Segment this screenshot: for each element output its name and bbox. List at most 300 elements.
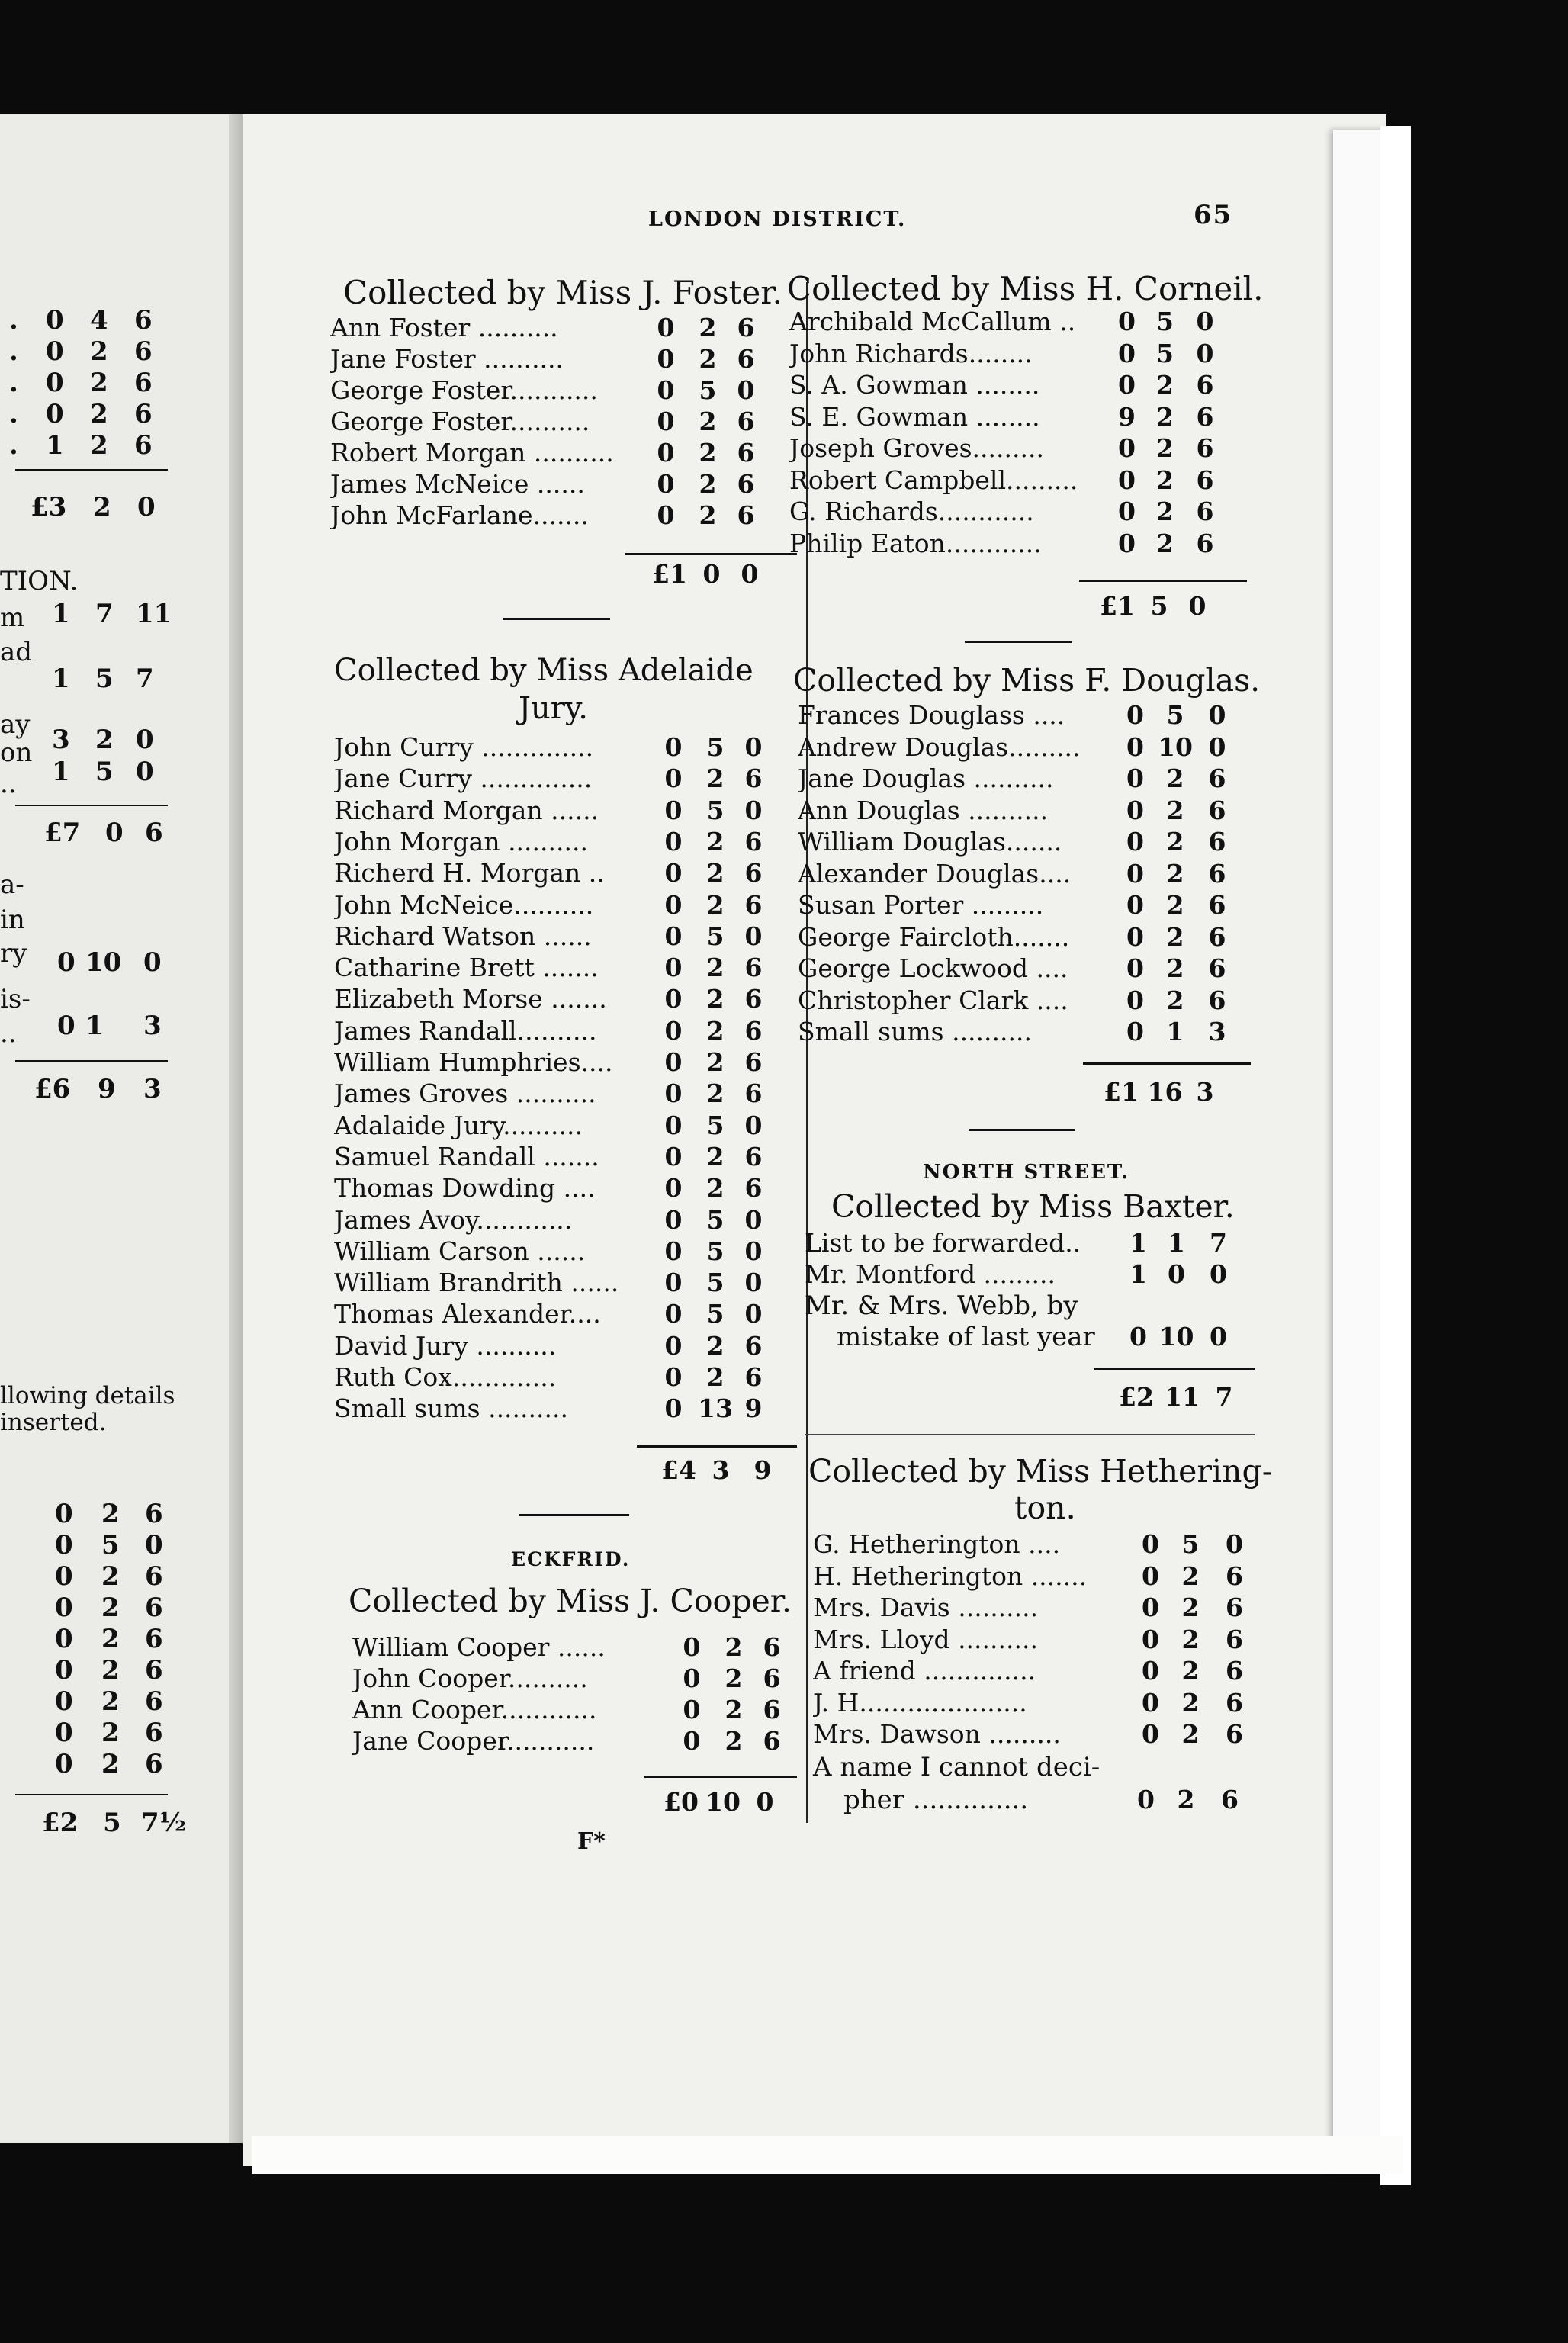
entry-name: Robert Campbell......... [789, 464, 1078, 495]
amount-s: 2 [1181, 1560, 1200, 1591]
webb-amount [1121, 1322, 1239, 1352]
amount-d: 6 [1208, 890, 1226, 920]
entry-name: Archibald McCallum .. [789, 307, 1076, 336]
left-mid-d: 0 [136, 757, 154, 787]
left-mid-l: 1 [52, 757, 70, 787]
left-total-s: 2 [93, 492, 111, 522]
entry-name: John Richards........ [789, 338, 1033, 368]
amount-s: 2 [725, 1726, 743, 1756]
entry-name: G. Richards............ [789, 497, 1034, 526]
amount-l: 0 [1142, 1719, 1159, 1749]
amount-s: 5 [699, 375, 717, 405]
left-bottom-l: 0 [55, 1530, 73, 1560]
amount-l: 0 [683, 1663, 701, 1693]
amount-s: 2 [706, 826, 725, 857]
amount-l: 0 [683, 1726, 701, 1756]
amount-s: 2 [699, 313, 717, 342]
amount-l: 0 [664, 732, 683, 762]
left-mid-s: 2 [95, 725, 114, 755]
eckfrid-row [352, 1632, 787, 1663]
douglas-row [798, 890, 1236, 921]
amount-d: 0 [1196, 307, 1214, 336]
entry-name: Susan Porter ......... [798, 890, 1044, 920]
amount-d: 6 [1208, 858, 1226, 889]
amount-d: 6 [744, 1078, 763, 1109]
entry-name: Richerd H. Morgan .. [334, 858, 605, 889]
page-edge-outer [1380, 126, 1411, 2185]
jury-row [334, 1393, 769, 1424]
foster-row [330, 469, 761, 500]
entry-name: George Lockwood .... [798, 953, 1068, 983]
amount-d: 6 [744, 1173, 763, 1204]
amount-d: 6 [1226, 1593, 1243, 1622]
amount-s: 5 [706, 1204, 725, 1235]
amount-s: 10 [1158, 731, 1193, 762]
amount-l: 0 [664, 1015, 683, 1046]
amount-s: 2 [1166, 985, 1184, 1015]
entry-name: S. E. Gowman ........ [789, 401, 1040, 432]
left-rule-1 [15, 469, 168, 471]
corneil-separator [965, 641, 1072, 643]
left-mid-s: 5 [95, 757, 114, 787]
amount-s: 2 [725, 1695, 743, 1724]
hetherington-heading-1: Collected by Miss Hethering- [808, 1453, 1273, 1490]
amount-l: 0 [1118, 433, 1136, 463]
amount-l: 0 [1126, 890, 1144, 920]
amount-l: 0 [664, 1330, 683, 1361]
amount-s: 2 [1181, 1593, 1200, 1622]
left-bottom-d: 6 [145, 1718, 163, 1748]
left-bottom-total-l: £2 [42, 1808, 79, 1838]
amount-s: 5 [706, 1299, 725, 1329]
douglas-row [798, 922, 1236, 953]
left-rule-4 [15, 1794, 168, 1795]
amount-l: 0 [1126, 858, 1144, 889]
hetherington-heading-2: ton. [1014, 1490, 1076, 1526]
amount-d: 6 [744, 826, 763, 857]
eckfrid-total [662, 1787, 784, 1818]
amount-d: 6 [1196, 497, 1214, 526]
amount-s: 5 [706, 732, 725, 762]
amount-d: 6 [744, 1141, 763, 1172]
left-bottom-s: 2 [101, 1561, 120, 1592]
left-bottom-s: 2 [101, 1686, 120, 1717]
entry-name: Ruth Cox............. [334, 1362, 557, 1392]
amount-s: 2 [706, 858, 725, 889]
amount-d: 6 [744, 858, 763, 889]
left-total-l: £3 [31, 492, 67, 522]
entry-name: List to be forwarded.. [805, 1228, 1081, 1258]
amount-d: 6 [1196, 528, 1214, 558]
amount-d: 6 [1196, 401, 1214, 432]
amount-d: 6 [744, 1015, 763, 1046]
left-dot: . [9, 368, 18, 398]
amount-d: 3 [1208, 1017, 1226, 1046]
left-fragment: ry [0, 938, 27, 969]
amount-d: 0 [1210, 1259, 1227, 1289]
foster-row [330, 313, 761, 343]
left-bottom-d: 6 [145, 1686, 163, 1717]
amount-s: 2 [706, 1047, 725, 1077]
total-d: 0 [1188, 591, 1207, 621]
douglas-row [798, 859, 1236, 889]
amount-d: 0 [744, 1204, 763, 1235]
entry-name: James McNeice ...... [330, 469, 585, 499]
jury-row [334, 921, 769, 952]
left-dot: . [9, 399, 18, 429]
total-s: 10 [705, 1787, 741, 1817]
amount-l: 0 [664, 1268, 683, 1298]
amount-d: 0 [744, 1299, 763, 1329]
amount-l: 0 [664, 889, 683, 920]
amount-d: 0 [744, 1236, 763, 1266]
amount-l: 0 [664, 984, 683, 1014]
entry-name: Joseph Groves......... [789, 433, 1044, 463]
entry-name: J. H..................... [813, 1687, 1027, 1718]
amount-s: 2 [706, 889, 725, 920]
left-low-total-s: 9 [98, 1074, 116, 1104]
entry-name: John Curry .............. [334, 732, 594, 762]
amount-l: 0 [1142, 1656, 1159, 1686]
amount-s: 2 [1166, 921, 1184, 952]
total-d: 9 [753, 1455, 772, 1485]
amount-d: 6 [737, 344, 755, 374]
amount-l: 0 [664, 1204, 683, 1235]
amount-d: 6 [744, 763, 763, 794]
jury-row [334, 858, 769, 889]
left-mid-s: 5 [95, 664, 114, 694]
webb-line-2: mistake of last year [837, 1322, 1095, 1352]
left-bottom-l: 0 [55, 1718, 73, 1748]
entry-name: George Faircloth....... [798, 921, 1070, 952]
amount-d: 7 [1210, 1228, 1227, 1258]
jury-row [334, 1236, 769, 1267]
hetherington-row [813, 1561, 1255, 1592]
entry-name: G. Hetherington .... [813, 1529, 1061, 1559]
amount-d: 6 [744, 889, 763, 920]
amount-s: 2 [706, 1173, 725, 1204]
total-s: 16 [1147, 1077, 1183, 1107]
amount-d: 6 [763, 1726, 781, 1756]
left-fragment: llowing details [0, 1382, 175, 1409]
entry-name: Jane Foster .......... [330, 344, 564, 374]
entry-name: William Carson ...... [334, 1236, 586, 1266]
corneil-total [1094, 591, 1216, 622]
left-bottom-s: 2 [101, 1749, 120, 1779]
amount-d: 6 [1208, 921, 1226, 952]
amount-d: 0 [1208, 700, 1226, 730]
left-rule-2 [15, 805, 168, 806]
total-l: £1 [1104, 1077, 1139, 1107]
amount-l: 1 [1129, 1228, 1147, 1258]
amount-s: 1 [1166, 1017, 1184, 1046]
foster-row [330, 375, 761, 406]
left-bottom-l: 0 [55, 1561, 73, 1592]
left-amount-d: 6 [134, 305, 153, 336]
amount-l: 0 [657, 500, 675, 530]
left-low-s: 10 [85, 947, 122, 978]
left-rule-3 [15, 1060, 168, 1062]
entry-name: John Morgan .......... [334, 826, 588, 857]
amount-s: 13 [698, 1393, 733, 1424]
jury-total [660, 1455, 782, 1486]
amount-l: 0 [664, 1141, 683, 1172]
amount-d: 9 [744, 1393, 763, 1424]
jury-row [334, 984, 769, 1014]
entry-name: Richard Morgan ...... [334, 795, 599, 825]
left-fragment: .. [0, 1018, 17, 1049]
douglas-separator [969, 1129, 1075, 1131]
total-d: 3 [1196, 1077, 1214, 1107]
total-l: £0 [664, 1787, 699, 1817]
eckfrid-row [352, 1663, 787, 1694]
amount-s: 2 [706, 1015, 725, 1046]
douglas-row [798, 732, 1236, 763]
amount-d: 0 [1226, 1529, 1243, 1559]
entry-name: William Brandrith ...... [334, 1268, 619, 1298]
entry-name: Jane Cooper........... [352, 1726, 595, 1756]
entry-name: James Groves .......... [334, 1078, 596, 1109]
entry-name: Mr. Montford ......... [805, 1259, 1056, 1289]
entry-name: Ann Douglas .......... [798, 795, 1049, 825]
entry-name: George Foster.......... [330, 407, 590, 436]
baxter-total [1113, 1382, 1243, 1413]
left-fragment: ay [0, 709, 31, 740]
amount-d: 6 [737, 313, 755, 342]
left-fragment: on [0, 738, 33, 768]
left-low-s: 1 [85, 1011, 104, 1041]
left-bottom-l: 0 [55, 1499, 73, 1529]
jury-row [334, 1362, 769, 1393]
entry-name: A friend .............. [813, 1656, 1036, 1686]
entry-name: William Humphries.... [334, 1047, 613, 1077]
amount-d: 0 [744, 1110, 763, 1140]
left-bottom-d: 6 [145, 1593, 163, 1623]
hetherington-row [813, 1688, 1255, 1718]
amount-s: 2 [706, 763, 725, 794]
left-low-total-l: £6 [34, 1074, 71, 1104]
amount-l: 0 [664, 1236, 683, 1266]
amount-s: 5 [706, 1236, 725, 1266]
amount-s: 2 [699, 469, 717, 499]
amount-s: 2 [725, 1632, 743, 1662]
amount-d: 0 [744, 732, 763, 762]
total-d: 0 [756, 1787, 774, 1817]
amount-l: 0 [664, 1047, 683, 1077]
amount-d: 0 [737, 375, 755, 405]
page-bottom-edge [252, 2136, 1403, 2174]
hetherington-last-2: pher .............. [843, 1785, 1029, 1815]
baxter-total-rule [1094, 1368, 1255, 1370]
left-mid-s: 7 [95, 599, 114, 629]
amount-s: 2 [1156, 497, 1174, 526]
corneil-row [789, 339, 1224, 369]
amount-s: 2 [1156, 433, 1174, 463]
left-bottom-d: 6 [145, 1655, 163, 1686]
total-d: 6 [1221, 1785, 1239, 1814]
amount-s: 2 [706, 1362, 725, 1392]
left-bottom-l: 0 [55, 1749, 73, 1779]
foster-total [647, 559, 769, 590]
amount-d: 6 [1208, 827, 1226, 857]
left-amount-s: 2 [90, 430, 108, 461]
amount-l: 0 [657, 375, 675, 405]
amount-d: 6 [737, 500, 755, 530]
page-number: 65 [1194, 200, 1233, 230]
left-fragment: m [0, 603, 25, 633]
amount-s: 2 [706, 953, 725, 983]
total-s: 0 [702, 559, 721, 589]
entry-name: Andrew Douglas......... [798, 731, 1081, 762]
left-bottom-d: 6 [145, 1749, 163, 1779]
entry-name: Elizabeth Morse ....... [334, 984, 607, 1014]
amount-d: 6 [1226, 1624, 1243, 1654]
entry-name: George Foster........... [330, 375, 598, 405]
douglas-row [798, 827, 1236, 857]
amount-l: 0 [1126, 763, 1144, 793]
amount-s: 2 [1156, 528, 1174, 558]
amount-s: 2 [1166, 827, 1184, 857]
left-bottom-s: 2 [101, 1624, 120, 1654]
douglas-row [798, 700, 1236, 731]
entry-name: Philip Eaton............ [789, 528, 1042, 558]
amount-l: 0 [683, 1695, 701, 1724]
amount-d: 6 [1226, 1687, 1243, 1718]
amount-s: 2 [1181, 1656, 1200, 1686]
douglas-row [798, 795, 1236, 826]
amount-s: 2 [699, 344, 717, 374]
eckfrid-row [352, 1695, 787, 1725]
amount-l: 0 [1118, 307, 1136, 336]
corneil-row [789, 529, 1224, 559]
jury-row [334, 1268, 769, 1298]
amount-s: 2 [1156, 370, 1174, 400]
entry-name: William Douglas....... [798, 827, 1062, 857]
foster-separator [503, 618, 610, 620]
amount-l: 0 [1142, 1529, 1159, 1559]
douglas-row [798, 1017, 1236, 1047]
amount-d: 6 [1208, 763, 1226, 793]
amount-d: 6 [1226, 1560, 1243, 1591]
hetherington-row [813, 1593, 1255, 1623]
foster-row [330, 344, 761, 374]
amount-l: 0 [1142, 1624, 1159, 1654]
left-amount-l: 1 [46, 430, 64, 461]
left-amount-s: 2 [90, 399, 108, 429]
left-bottom-d: 6 [145, 1561, 163, 1592]
total-l: £1 [652, 559, 687, 589]
total-d: 7 [1215, 1382, 1233, 1412]
jury-row [334, 1047, 769, 1078]
amount-l: 0 [1126, 795, 1144, 825]
entry-name: David Jury .......... [334, 1330, 557, 1361]
left-bottom-d: 0 [145, 1530, 163, 1560]
left-bottom-s: 5 [101, 1530, 120, 1560]
jury-row [334, 1110, 769, 1141]
amount-d: 6 [744, 953, 763, 983]
left-dot: . [9, 430, 18, 461]
left-bottom-total-s: 5 [103, 1808, 121, 1838]
left-bottom-l: 0 [55, 1655, 73, 1686]
total-s: 2 [1177, 1785, 1195, 1814]
amount-l: 0 [664, 1362, 683, 1392]
foster-row [330, 438, 761, 468]
corneil-row [789, 370, 1224, 400]
jury-row [334, 953, 769, 983]
amount-l: 0 [664, 1110, 683, 1140]
amount-d: 6 [744, 1330, 763, 1361]
entry-name: Thomas Alexander.... [334, 1299, 601, 1329]
entry-name: Ann Cooper............ [352, 1695, 597, 1724]
amount-l: 0 [664, 795, 683, 825]
webb-line-1: Mr. & Mrs. Webb, by [805, 1290, 1078, 1321]
amount-l: 0 [664, 953, 683, 983]
amount-d: 6 [744, 984, 763, 1014]
amount-s: 2 [1156, 464, 1174, 495]
total-l: 0 [1137, 1785, 1155, 1814]
total-l: £2 [1119, 1382, 1154, 1412]
jury-row [334, 827, 769, 857]
left-mid-total-s: 0 [105, 818, 124, 848]
douglas-heading: Collected by Miss F. Douglas. [793, 662, 1261, 699]
entry-name: William Cooper ...... [352, 1632, 606, 1662]
left-fragment: a- [0, 869, 24, 900]
amount-l: 0 [664, 1299, 683, 1329]
amount-d: 6 [737, 469, 755, 499]
amount-s: 5 [1181, 1529, 1200, 1559]
left-bottom-d: 6 [145, 1624, 163, 1654]
left-low-d: 3 [143, 1011, 162, 1041]
left-amount-s: 4 [90, 305, 108, 336]
baxter-heading: Collected by Miss Baxter. [831, 1188, 1235, 1225]
entry-name: Richard Watson ...... [334, 921, 592, 951]
amount-s: 2 [699, 438, 717, 468]
entry-name: Mrs. Lloyd .......... [813, 1624, 1038, 1654]
left-bottom-s: 2 [101, 1655, 120, 1686]
jury-row [334, 1299, 769, 1329]
left-fragment: ad [0, 637, 33, 667]
amount-l: 0 [1126, 731, 1144, 762]
corneil-heading: Collected by Miss H. Corneil. [787, 270, 1264, 307]
amount-l: 0 [1126, 921, 1144, 952]
amount-l: 0 [1118, 497, 1136, 526]
amount-d: 6 [1208, 985, 1226, 1015]
corneil-row [789, 307, 1224, 337]
amount-l: 0 [664, 763, 683, 794]
corneil-row [789, 465, 1224, 496]
left-bottom-l: 0 [55, 1624, 73, 1654]
amount-d: 6 [1226, 1656, 1243, 1686]
corneil-row [789, 497, 1224, 527]
running-title: LONDON DISTRICT. [648, 207, 907, 231]
jury-row [334, 1205, 769, 1236]
amount-d: 6 [737, 438, 755, 468]
amount-s: 2 [1166, 763, 1184, 793]
amount-l: 0 [1126, 953, 1144, 983]
amount-d: 6 [763, 1695, 781, 1724]
amount-s: 2 [706, 1141, 725, 1172]
jury-row [334, 1173, 769, 1204]
hetherington-last-1: A name I cannot deci- [813, 1752, 1100, 1782]
amount-d: 6 [763, 1663, 781, 1693]
entry-name: John Cooper.......... [352, 1663, 588, 1693]
amount-l: 0 [664, 1078, 683, 1109]
jury-row [334, 1331, 769, 1361]
amount-d: 6 [737, 407, 755, 436]
amount-l: 0 [683, 1632, 701, 1662]
amount-l: 0 [657, 313, 675, 342]
total-l: 0 [1129, 1322, 1147, 1351]
